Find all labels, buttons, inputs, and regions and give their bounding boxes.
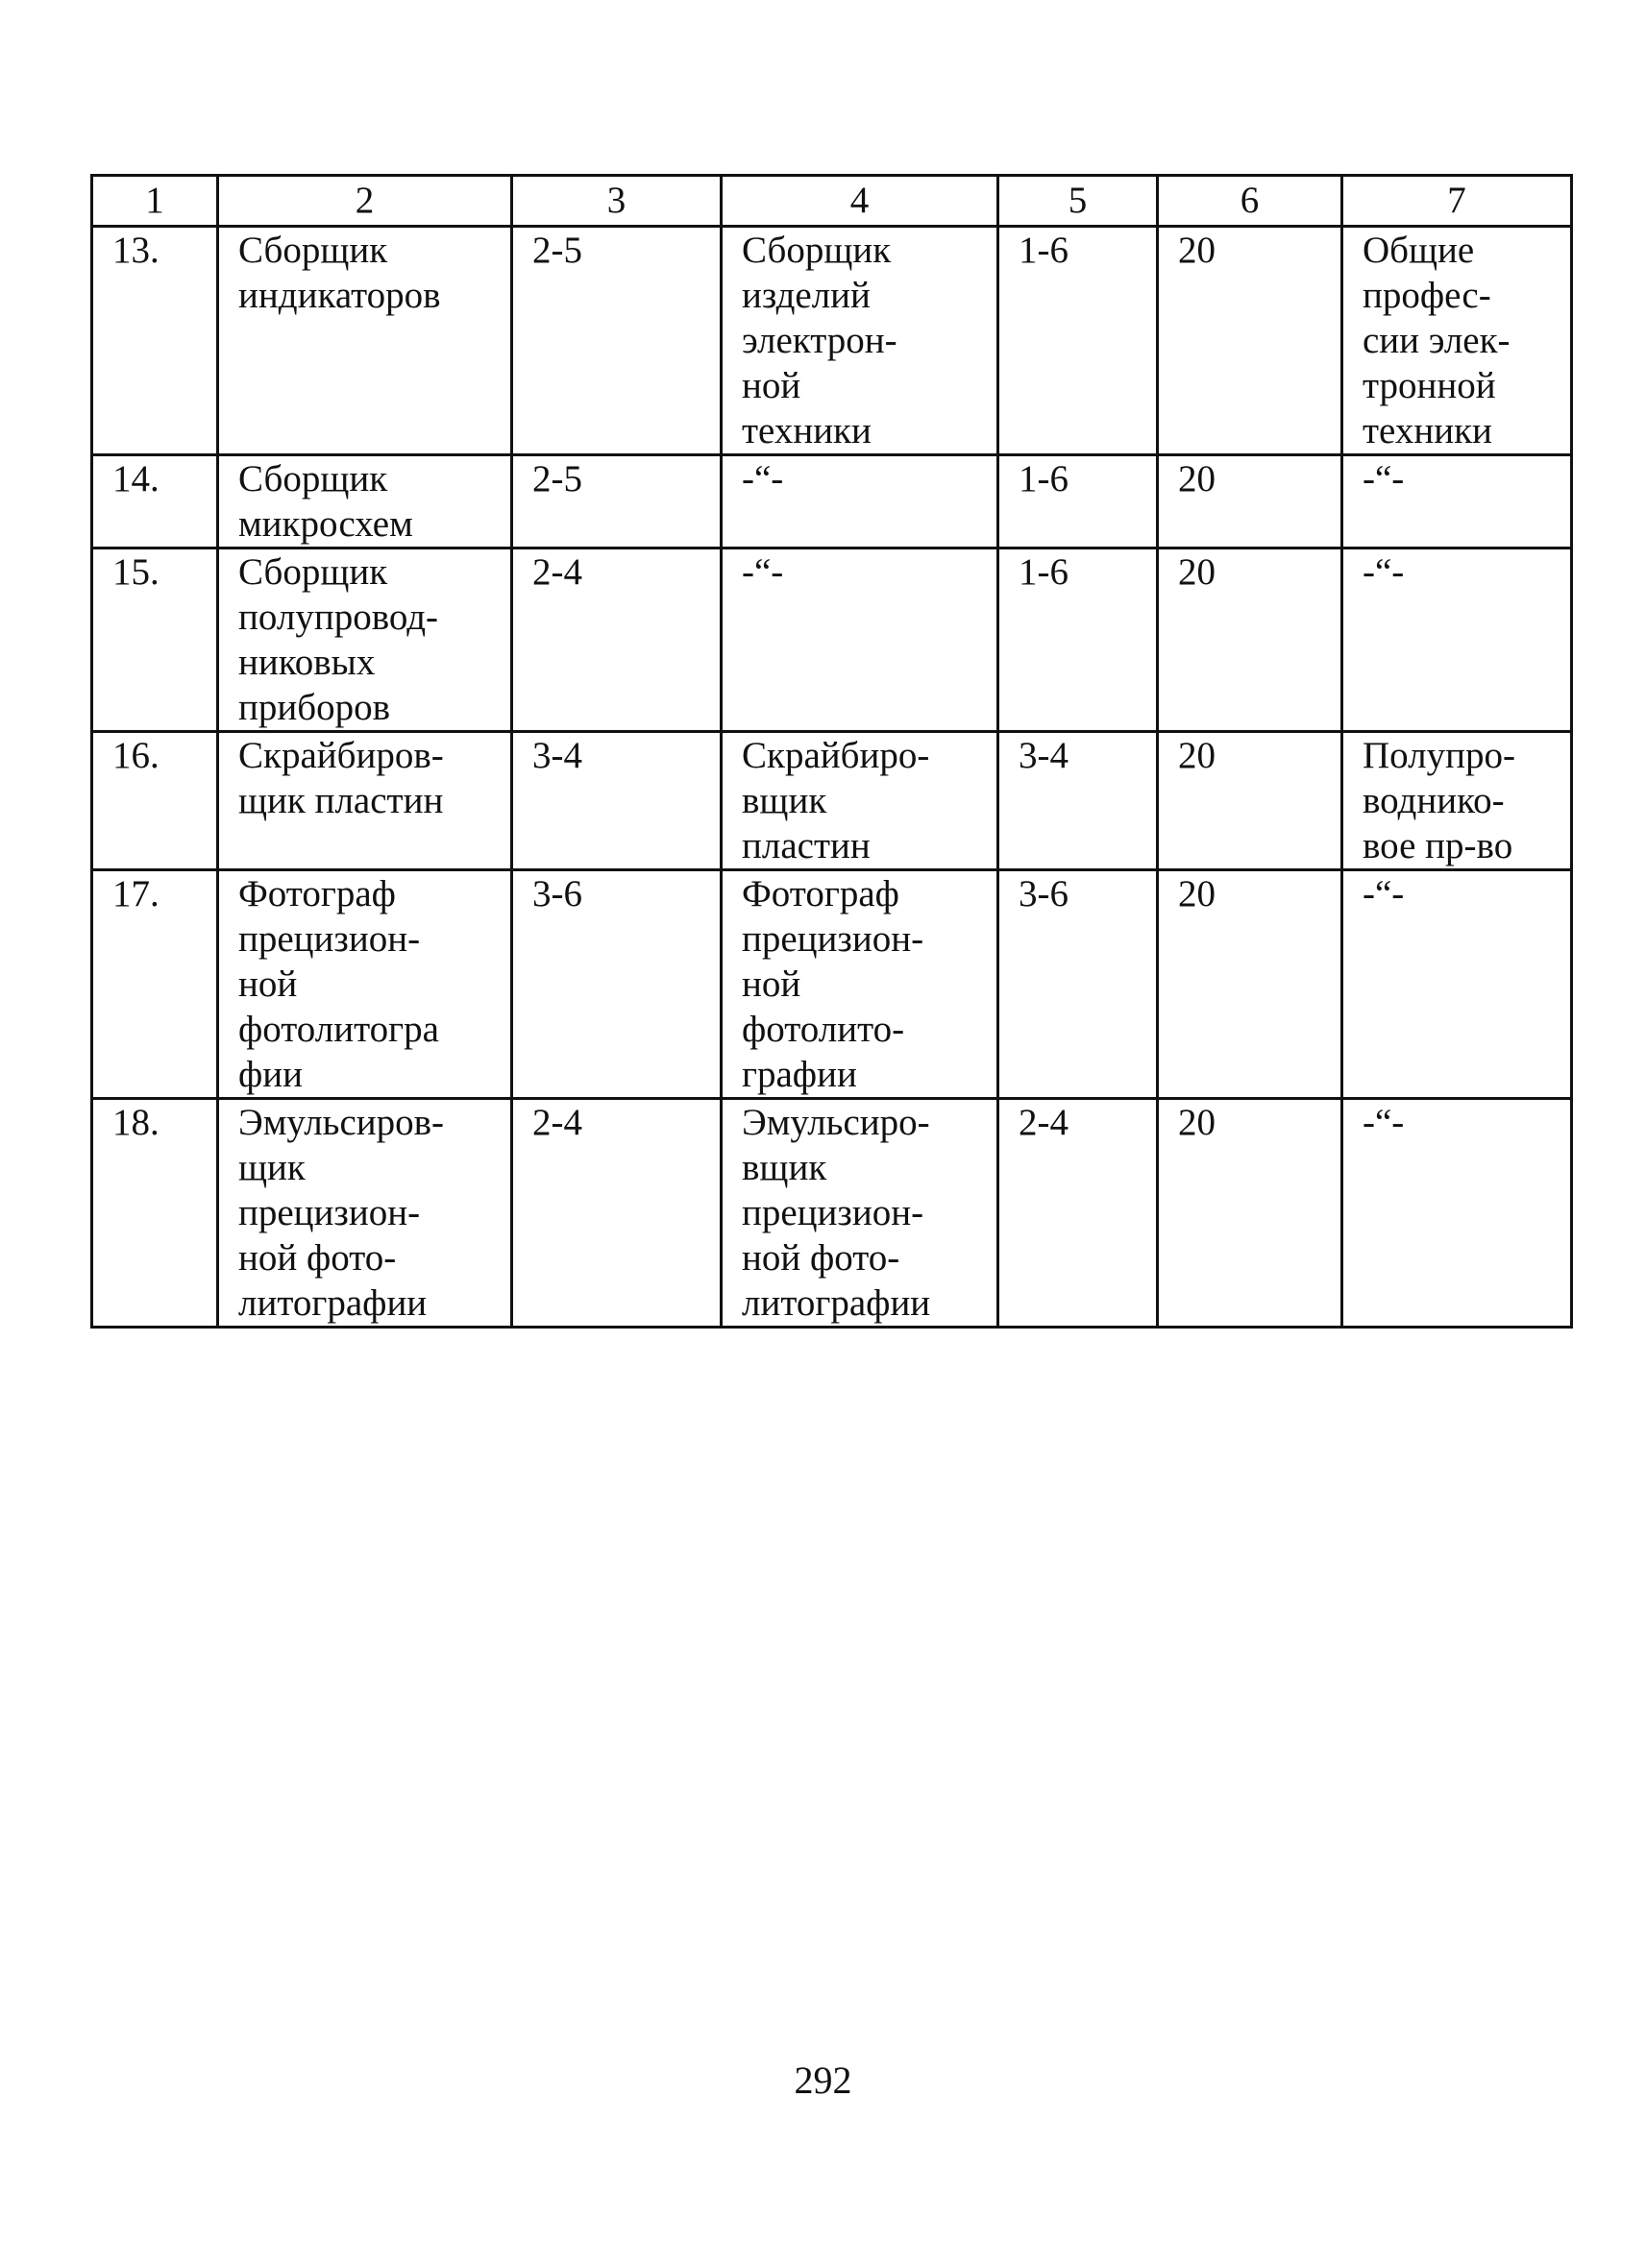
column-header-5: 5	[998, 176, 1158, 227]
page-number: 292	[794, 2059, 852, 2102]
column-header-7: 7	[1342, 176, 1572, 227]
column-header-6: 6	[1158, 176, 1342, 227]
table-row	[92, 227, 1572, 455]
value-cell: 20	[1158, 455, 1342, 549]
table-header-row	[92, 176, 1572, 227]
related-grade-cell: 1-6	[998, 455, 1158, 549]
profession-cell: Сборщик микросхем	[218, 455, 512, 549]
grade-range-cell: 2-5	[512, 227, 722, 455]
row-number-cell: 16.	[92, 732, 218, 870]
related-grade-cell: 1-6	[998, 227, 1158, 455]
related-profession-cell: Скрайбиро- вщик пластин	[722, 732, 998, 870]
profession-cell: Фотограф прецизион- ной фотолитогра фии	[218, 870, 512, 1099]
grade-range-cell: 2-4	[512, 549, 722, 732]
grade-range-cell: 2-5	[512, 455, 722, 549]
value-cell: 20	[1158, 227, 1342, 455]
row-number-cell: 13.	[92, 227, 218, 455]
related-grade-cell: 3-6	[998, 870, 1158, 1099]
profession-cell: Скрайбиров- щик пластин	[218, 732, 512, 870]
value-cell: 20	[1158, 732, 1342, 870]
profession-cell: Эмульсиров- щик прецизион- ной фото- литографии	[218, 1099, 512, 1328]
table-row	[92, 455, 1572, 549]
grade-range-cell: 2-4	[512, 1099, 722, 1328]
column-header-4: 4	[722, 176, 998, 227]
column-header-3: 3	[512, 176, 722, 227]
related-grade-cell: 3-4	[998, 732, 1158, 870]
related-profession-cell: Эмульсиро- вщик прецизион- ной фото- литографии	[722, 1099, 998, 1328]
table-row	[92, 732, 1572, 870]
value-cell: 20	[1158, 870, 1342, 1099]
column-header-2: 2	[218, 176, 512, 227]
row-number-cell: 17.	[92, 870, 218, 1099]
professions-table	[90, 174, 1573, 1329]
column-header-1: 1	[92, 176, 218, 227]
category-cell: -“-	[1342, 1099, 1572, 1328]
category-cell: Общие профес- сии элек- тронной техники	[1342, 227, 1572, 455]
value-cell: 20	[1158, 549, 1342, 732]
category-cell: -“-	[1342, 870, 1572, 1099]
profession-cell: Сборщик индикаторов	[218, 227, 512, 455]
category-cell: -“-	[1342, 455, 1572, 549]
related-profession-cell: -“-	[722, 549, 998, 732]
category-cell: -“-	[1342, 549, 1572, 732]
value-cell: 20	[1158, 1099, 1342, 1328]
table-row	[92, 549, 1572, 732]
row-number-cell: 14.	[92, 455, 218, 549]
category-cell: Полупро- воднико- вое пр-во	[1342, 732, 1572, 870]
related-grade-cell: 1-6	[998, 549, 1158, 732]
related-grade-cell: 2-4	[998, 1099, 1158, 1328]
related-profession-cell: Сборщик изделий электрон- ной техники	[722, 227, 998, 455]
grade-range-cell: 3-6	[512, 870, 722, 1099]
related-profession-cell: -“-	[722, 455, 998, 549]
row-number-cell: 18.	[92, 1099, 218, 1328]
row-number-cell: 15.	[92, 549, 218, 732]
profession-cell: Сборщик полупровод- никовых приборов	[218, 549, 512, 732]
table-row	[92, 870, 1572, 1099]
grade-range-cell: 3-4	[512, 732, 722, 870]
table-row	[92, 1099, 1572, 1328]
related-profession-cell: Фотограф прецизион- ной фотолито- графии	[722, 870, 998, 1099]
